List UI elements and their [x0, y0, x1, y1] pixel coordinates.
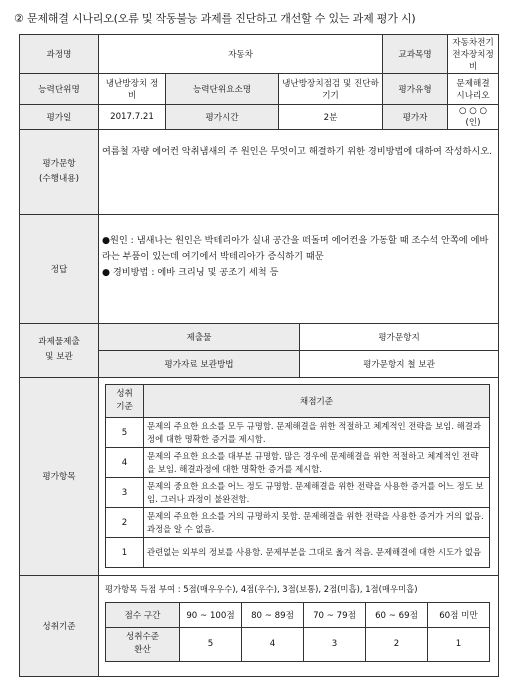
table-row	[106, 508, 490, 538]
criteria-text: 관련없는 외부의 정보를 사용함. 문제부분을 그대로 옮겨 적음. 문제해결에 대한 시도가 없음	[144, 538, 490, 568]
submission-item-value: 평가문항지	[300, 323, 499, 350]
storage-value: 평가문항지 철 보관	[300, 350, 499, 377]
score-col-header: 성취 기준	[106, 385, 144, 418]
submission-label: 과제물제출 및 보관	[20, 323, 99, 378]
question-text: 여름철 자량 에어컨 악취냄새의 주 원인은 무엇이고 해결하기 위한 경비방법에 대하여 작성하시오.	[99, 130, 499, 215]
element-value: 냉난방장치점검 및 진단하기기	[279, 74, 383, 104]
subject-value: 자동차전기전자장치정비	[448, 35, 499, 74]
range-cell: 80 ~ 89점	[242, 602, 304, 627]
achievement-note: 평가항목 득점 부여 : 5점(매우우수), 4점(우수), 3점(보통), 2점(미흡), 1점(매우미흡)	[105, 583, 418, 594]
element-label: 능력단위요소명	[166, 74, 279, 104]
unit-value: 냉난방장치 정비	[99, 74, 166, 104]
evaluation-table	[19, 34, 499, 677]
criteria-text: 문제의 주요한 요소를 대부분 규명함. 많은 경우에 문제해결을 위한 적절하고 체계적인 전략을 보임. 해결과정에 대한 명확한 증거를 제시함.	[144, 448, 490, 478]
page-title: ② 문제해결 시나리오(오류 및 작동불능 과제를 진단하고 개선할 수 있는 과제 평가 시)	[14, 12, 416, 25]
course-label: 과정명	[20, 35, 99, 74]
achievement-label: 성취기준	[20, 575, 99, 676]
range-cell: 70 ~ 79점	[304, 602, 366, 627]
range-cell: 60 ~ 69점	[366, 602, 428, 627]
criteria-text: 문제의 주요한 요소를 거의 규명하지 못함. 문제해결을 위한 전략을 사용한 증거가 거의 없음. 과정을 알 수 없음.	[144, 508, 490, 538]
evaluator-label: 평가자	[383, 104, 448, 129]
time-value: 2분	[279, 104, 383, 129]
range-cell: 90 ~ 100점	[180, 602, 242, 627]
subject-label: 교과목명	[383, 35, 448, 74]
table-row	[106, 538, 490, 568]
answer-cause: ●원인 : 냄새나는 원인은 박테리아가 실내 공간을 떠돌며 에어컨을 가동할 때 조수석 안쪽에 에바라는 부품이 있는데 여기에서 박테리아가 증식하기 때문	[102, 235, 489, 263]
level-cell: 1	[428, 627, 490, 661]
storage-label: 평가자료 보관방법	[99, 350, 300, 377]
criteria-text: 문제의 중요한 요소를 어느 정도 규명함. 문제해결을 위한 전략을 사용한 증거를 어느 정도 보임. 그러나 과정이 불완전함.	[144, 478, 490, 508]
course-value: 자동차	[99, 35, 383, 74]
date-label: 평가일	[20, 104, 99, 129]
answer-method: ● 경비방법 : 에바 크리닝 및 공조기 세척 등	[102, 267, 279, 279]
question-label: 평가문항 (수행내용)	[20, 130, 99, 215]
level-cell: 5	[180, 627, 242, 661]
table-row	[106, 418, 490, 448]
level-cell: 2	[366, 627, 428, 661]
score-value: 2	[106, 508, 144, 538]
score-value: 4	[106, 448, 144, 478]
achievement-table	[105, 602, 490, 662]
table-row	[106, 448, 490, 478]
criteria-text: 문제의 주요한 요소를 모두 규명함. 문제해결을 위한 적절하고 체계적인 전략을 보임. 해결과정에 대한 명확한 증거를 제시함.	[144, 418, 490, 448]
level-cell: 3	[304, 627, 366, 661]
scoring-table	[105, 384, 490, 568]
time-label: 평가시간	[166, 104, 279, 129]
evaluator-value: ○ ○ ○ (인)	[448, 104, 499, 129]
range-cell: 60점 미만	[428, 602, 490, 627]
type-value: 문제해결 시나리오	[448, 74, 499, 104]
score-value: 3	[106, 478, 144, 508]
scoring-label: 평가항목	[20, 378, 99, 575]
level-cell: 4	[242, 627, 304, 661]
level-header: 성취수준 환산	[106, 627, 180, 661]
score-value: 5	[106, 418, 144, 448]
criteria-col-header: 채점기준	[144, 385, 490, 418]
range-header: 점수 구간	[106, 602, 180, 627]
submission-item-label: 제출물	[99, 323, 300, 350]
type-label: 평가유형	[383, 74, 448, 104]
table-row	[106, 478, 490, 508]
unit-label: 능력단위명	[20, 74, 99, 104]
date-value: 2017.7.21	[99, 104, 166, 129]
answer-label: 정답	[20, 215, 99, 323]
score-value: 1	[106, 538, 144, 568]
